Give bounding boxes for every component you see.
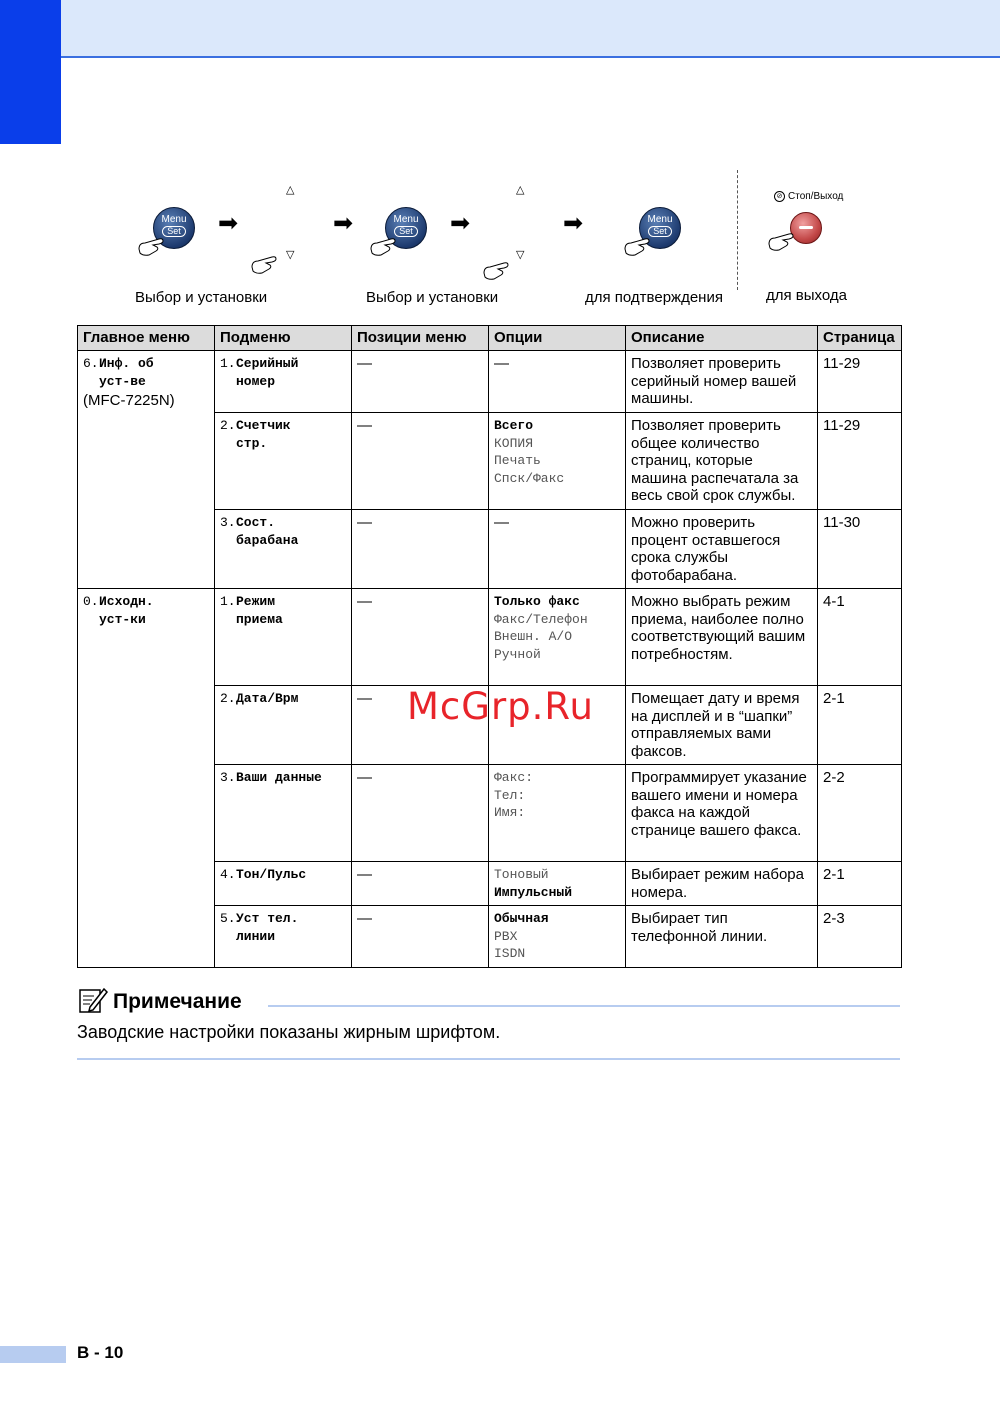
description-cell: Можно проверить процент оставшегося срока службы фотобарабана.: [626, 510, 818, 589]
submenu-name: Ваши данные: [236, 770, 322, 785]
submenu-cell: [215, 862, 352, 906]
main-menu-name: уст-ве: [99, 373, 146, 389]
submenu-cell: [215, 906, 352, 968]
description-cell: Можно выбрать режим приема, наиболее полно соответствующий вашим потребностям.: [626, 589, 818, 686]
menu-table: [77, 325, 902, 968]
note-text: Заводские настройки показаны жирным шрифтом.: [77, 1022, 501, 1042]
watermark-text: McGrp.Ru: [407, 685, 594, 728]
submenu-name: стр.: [236, 435, 268, 451]
page-cell: 2-1: [818, 686, 902, 765]
option-default: Обычная: [494, 911, 549, 926]
option-default: Только факс: [494, 594, 580, 609]
step-label-select: Выбор и установки: [366, 289, 499, 306]
menu-items-cell: —: [352, 765, 489, 862]
option: Ручной: [494, 646, 541, 662]
options-cell: —: [489, 510, 626, 589]
options-cell: —: [489, 351, 626, 413]
submenu-cell: [215, 510, 352, 589]
down-triangle-icon: ▽: [286, 249, 295, 261]
option: Факс/Телефон: [494, 611, 588, 627]
page-cell: 11-29: [818, 351, 902, 413]
menu-items-cell: —: [352, 510, 489, 589]
option: КОПИЯ: [494, 435, 534, 451]
menu-items-cell: —: [352, 862, 489, 906]
description-cell: Выбирает режим набора номера.: [626, 862, 818, 906]
menu-label: Menu: [161, 214, 187, 225]
submenu-name: линии: [236, 928, 276, 944]
header-band: [0, 0, 1000, 58]
submenu-number: 3.: [220, 515, 236, 530]
submenu-name: приема: [236, 611, 283, 627]
option: Спск/Факс: [494, 470, 565, 486]
page-cell: 2-1: [818, 862, 902, 906]
navigation-diagram: [0, 170, 1000, 315]
down-triangle-icon: ▽: [516, 249, 525, 261]
submenu-name: Дата/Врм: [236, 691, 299, 706]
options-cell: [489, 765, 626, 862]
note-divider: [77, 1058, 900, 1060]
note-title: Примечание: [113, 990, 242, 1013]
option: Печать: [494, 453, 541, 468]
main-menu-number: 6.: [83, 356, 99, 371]
menu-items-cell: —: [352, 413, 489, 510]
stop-symbol-icon: ⊘: [774, 191, 785, 202]
main-menu-cell: [78, 589, 215, 968]
page-cell: 11-29: [818, 413, 902, 510]
submenu-number: 1.: [220, 594, 236, 609]
page-cell: 11-30: [818, 510, 902, 589]
main-menu-name: уст-ки: [99, 611, 146, 627]
pointing-hand-icon: [767, 230, 797, 252]
submenu-name: барабана: [236, 532, 299, 548]
arrow-right-icon: ➡: [218, 210, 239, 237]
model-note: (MFC-7225N): [83, 392, 175, 409]
submenu-number: 3.: [220, 770, 236, 785]
option: Факс:: [494, 770, 534, 785]
arrow-right-icon: ➡: [333, 210, 354, 237]
up-triangle-icon: △: [516, 184, 525, 196]
menu-items-cell: —: [352, 351, 489, 413]
submenu-cell: [215, 589, 352, 686]
table-row: [78, 351, 902, 413]
menu-label: Menu: [393, 214, 419, 225]
options-cell: [489, 413, 626, 510]
step-label-select: Выбор и установки: [135, 289, 268, 306]
submenu-number: 5.: [220, 911, 236, 926]
submenu-name: Тон/Пульс: [236, 867, 307, 882]
submenu-name: Счетчик: [236, 418, 291, 433]
submenu-number: 1.: [220, 356, 236, 371]
option: Внешн. А/О: [494, 629, 573, 644]
option: ISDN: [494, 946, 526, 961]
header-main-menu: Главное меню: [78, 326, 215, 351]
pointing-hand-icon: [369, 235, 399, 257]
option: Тел:: [494, 787, 526, 803]
submenu-number: 4.: [220, 867, 236, 882]
main-menu-name: Инф. об: [99, 356, 154, 371]
stop-exit-label: [774, 191, 843, 202]
header-page: Страница: [818, 326, 902, 351]
table-row: [78, 589, 902, 686]
step-label-confirm: для подтверждения: [585, 289, 723, 306]
description-cell: Выбирает тип телефонной линии.: [626, 906, 818, 968]
up-triangle-icon: △: [286, 184, 295, 196]
submenu-name: номер: [236, 373, 276, 389]
set-label: Set: [648, 226, 672, 237]
table-header-row: [78, 326, 902, 351]
set-label: Set: [394, 226, 418, 237]
main-menu-name: Исходн.: [99, 594, 154, 609]
footer-band: [0, 1346, 66, 1363]
option: PBX: [494, 928, 518, 944]
pointing-hand-icon: [137, 235, 167, 257]
pointing-hand-icon: [482, 259, 512, 281]
menu-items-cell: —: [352, 906, 489, 968]
submenu-name: Сост.: [236, 515, 276, 530]
page-cell: 2-2: [818, 765, 902, 862]
page-cell: 2-3: [818, 906, 902, 968]
note-pencil-icon: [78, 985, 108, 1015]
submenu-cell: [215, 351, 352, 413]
option: Тоновый: [494, 867, 549, 882]
options-cell: [489, 589, 626, 686]
submenu-number: 2.: [220, 691, 236, 706]
divider: [737, 170, 738, 290]
submenu-cell: [215, 413, 352, 510]
page-number: B - 10: [77, 1343, 124, 1362]
options-cell: [489, 862, 626, 906]
submenu-name: Серийный: [236, 356, 299, 371]
options-cell: [489, 906, 626, 968]
note-divider: [268, 1005, 900, 1007]
menu-items-cell: —: [352, 686, 489, 765]
submenu-cell: [215, 765, 352, 862]
header-menu-items: Позиции меню: [352, 326, 489, 351]
stop-exit-text: Стоп/Выход: [788, 191, 844, 202]
main-menu-number: 0.: [83, 594, 99, 609]
pointing-hand-icon: [250, 253, 280, 275]
pointing-hand-icon: [623, 235, 653, 257]
submenu-name: Уст тел.: [236, 911, 299, 926]
step-label-exit: для выхода: [766, 287, 847, 304]
description-cell: Программирует указание вашего имени и номера факса на каждой странице вашего факса.: [626, 765, 818, 862]
submenu-number: 2.: [220, 418, 236, 433]
description-cell: Позволяет проверить серийный номер вашей машины.: [626, 351, 818, 413]
menu-items-cell: —: [352, 589, 489, 686]
arrow-right-icon: ➡: [450, 210, 471, 237]
header-submenu: Подменю: [215, 326, 352, 351]
option-default: Всего: [494, 418, 534, 433]
submenu-name: Режим: [236, 594, 276, 609]
description-cell: Помещает дату и время на дисплей и в “шапки” отправляемых вами факсов.: [626, 686, 818, 765]
option: Имя:: [494, 805, 526, 820]
submenu-cell: [215, 686, 352, 765]
menu-label: Menu: [647, 214, 673, 225]
header-description: Описание: [626, 326, 818, 351]
header-options: Опции: [489, 326, 626, 351]
arrow-right-icon: ➡: [563, 210, 584, 237]
chapter-tab: [0, 0, 61, 144]
option-default: Импульсный: [494, 884, 573, 900]
set-label: Set: [162, 226, 186, 237]
page-cell: 4-1: [818, 589, 902, 686]
main-menu-cell: [78, 351, 215, 589]
description-cell: Позволяет проверить общее количество страниц, которые машина распечатала за весь свой срок службы.: [626, 413, 818, 510]
